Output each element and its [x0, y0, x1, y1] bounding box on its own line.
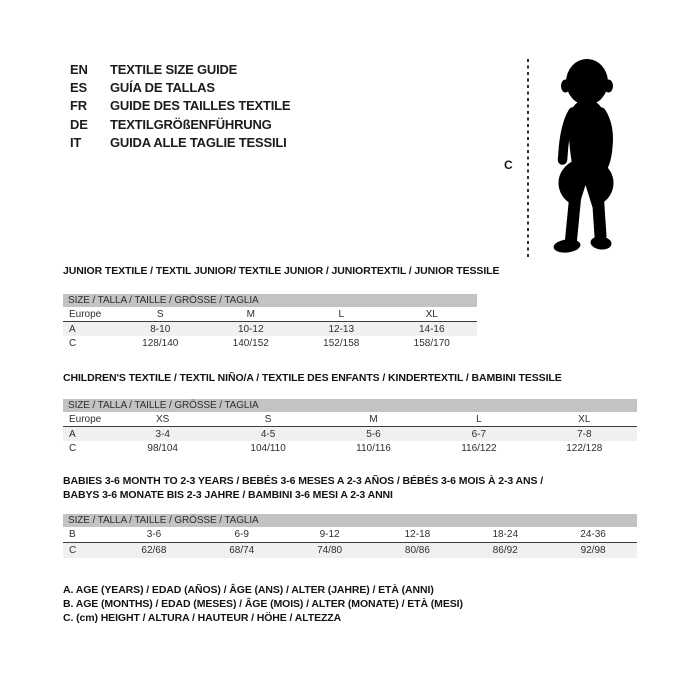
- footnote-b: B. AGE (MONTHS) / EDAD (MESES) / ÂGE (MOIS) / ALTER (MONATE) / ETÀ (MESI): [63, 597, 463, 610]
- size-cell: XL: [578, 413, 591, 425]
- size-cell: 24-36: [580, 528, 606, 540]
- size-cell: 110/116: [356, 442, 391, 454]
- childrens-table-title: CHILDREN'S TEXTILE / TEXTIL NIÑO/A / TEXTILE DES ENFANTS / KINDERTEXTIL / BAMBINI TESSILE: [63, 372, 562, 384]
- height-measure-label: C: [504, 158, 513, 172]
- table-row: [63, 307, 477, 322]
- size-cell: 104/110: [250, 442, 286, 454]
- lang-code-en: EN: [70, 62, 88, 77]
- size-cell: M: [369, 413, 378, 425]
- lang-label-de: TEXTILGRÖßENFÜHRUNG: [110, 116, 272, 132]
- lang-label-it: GUIDA ALLE TAGLIE TESSILI: [110, 134, 287, 150]
- footnote-c: C. (cm) HEIGHT / ALTURA / HAUTEUR / HÖHE / ALTEZZA: [63, 611, 342, 624]
- size-cell: 9-12: [319, 528, 340, 540]
- footnotes: [63, 584, 463, 625]
- size-cell: 92/98: [580, 544, 606, 556]
- junior-size-table: [63, 294, 477, 350]
- size-cell: 116/122: [461, 442, 497, 454]
- table-row: [63, 412, 637, 427]
- babies-size-table: [63, 514, 637, 558]
- babies-title-line2: BABYS 3-6 MONATE BIS 2-3 JAHRE / BAMBINI 3-6 MESI A 2-3 ANNI: [63, 488, 393, 501]
- legend-row-it: [70, 134, 290, 152]
- size-cell: 10-12: [237, 323, 264, 335]
- babies-title-line1: BABIES 3-6 MONTH TO 2-3 YEARS / BEBÉS 3-6 MESES A 2-3 AÑOS / BÉBÉS 3-6 MOIS À 2-3 ANS /: [63, 475, 544, 487]
- size-cell: S: [156, 308, 164, 320]
- size-header-bar: SIZE / TALLA / TAILLE / GRÖSSE / TAGLIA: [63, 514, 637, 527]
- table-row: [63, 322, 477, 336]
- row-label: Europe: [69, 413, 102, 425]
- size-cell: 8-10: [150, 323, 171, 335]
- table-row: [63, 427, 637, 441]
- junior-table-title: JUNIOR TEXTILE / TEXTIL JUNIOR/ TEXTILE JUNIOR / JUNIORTEXTIL / JUNIOR TESSILE: [63, 265, 500, 277]
- footnote-a: A. AGE (YEARS) / EDAD (AÑOS) / ÂGE (ANS) / ALTER (JAHRE) / ETÀ (ANNI): [63, 584, 434, 596]
- lang-label-en: TEXTILE SIZE GUIDE: [110, 62, 238, 77]
- legend-row-de: [70, 116, 290, 134]
- row-label: C: [69, 337, 77, 349]
- table-row: [63, 336, 477, 350]
- size-cell: 18-24: [492, 528, 519, 540]
- lang-code-fr: FR: [70, 98, 87, 114]
- size-cell: XL: [425, 308, 438, 320]
- size-header-bar: SIZE / TALLA / TAILLE / GRÖSSE / TAGLIA: [63, 399, 637, 412]
- size-cell: 3-4: [155, 428, 170, 440]
- size-cell: M: [246, 308, 255, 320]
- size-cell: 86/92: [492, 544, 518, 556]
- size-cell: 6-7: [471, 428, 487, 440]
- table-row: [63, 543, 637, 558]
- childrens-size-table: [63, 399, 637, 455]
- size-cell: 62/68: [141, 544, 167, 556]
- size-cell: S: [264, 413, 272, 425]
- row-label: B: [69, 528, 76, 540]
- lang-code-es: ES: [70, 80, 87, 96]
- size-cell: L: [476, 413, 482, 425]
- language-legend: [70, 61, 290, 152]
- size-cell: 4-5: [260, 428, 276, 440]
- size-cell: XS: [156, 413, 170, 425]
- lang-label-fr: GUIDE DES TAILLES TEXTILE: [110, 98, 291, 114]
- size-cell: 122/128: [566, 442, 603, 454]
- size-cell: 158/170: [413, 337, 450, 349]
- size-cell: 3-6: [146, 528, 162, 540]
- row-label: A: [69, 323, 76, 335]
- size-cell: 12-13: [328, 323, 355, 335]
- size-cell: 12-18: [404, 528, 431, 540]
- babies-table-title: [63, 475, 543, 502]
- table-row: [63, 527, 637, 543]
- size-cell: 68/74: [229, 544, 255, 556]
- legend-row-en: [70, 61, 290, 79]
- size-cell: 74/80: [317, 544, 343, 556]
- table-row: [63, 441, 637, 455]
- row-label: A: [69, 428, 76, 440]
- lang-code-it: IT: [70, 134, 82, 150]
- size-cell: 5-6: [366, 428, 381, 440]
- size-cell: 80/86: [404, 544, 430, 556]
- size-cell: 140/152: [232, 337, 269, 349]
- size-cell: 98/104: [147, 442, 178, 454]
- toddler-silhouette-figure: [495, 47, 645, 265]
- size-cell: 7-8: [577, 428, 592, 440]
- row-label: C: [69, 442, 77, 454]
- size-cell: 152/158: [323, 337, 360, 349]
- size-cell: 128/140: [142, 337, 179, 349]
- size-cell: 6-9: [234, 528, 249, 540]
- lang-code-de: DE: [70, 116, 88, 132]
- row-label: Europe: [69, 308, 102, 320]
- size-header-bar: SIZE / TALLA / TAILLE / GRÖSSE / TAGLIA: [63, 294, 477, 307]
- lang-label-es: GUÍA DE TALLAS: [110, 80, 215, 96]
- baby-silhouette-icon: [553, 59, 614, 254]
- legend-row-fr: [70, 97, 290, 115]
- size-cell: 14-16: [418, 323, 445, 335]
- row-label: C: [69, 544, 77, 556]
- legend-row-es: [70, 79, 290, 97]
- size-cell: L: [338, 308, 345, 320]
